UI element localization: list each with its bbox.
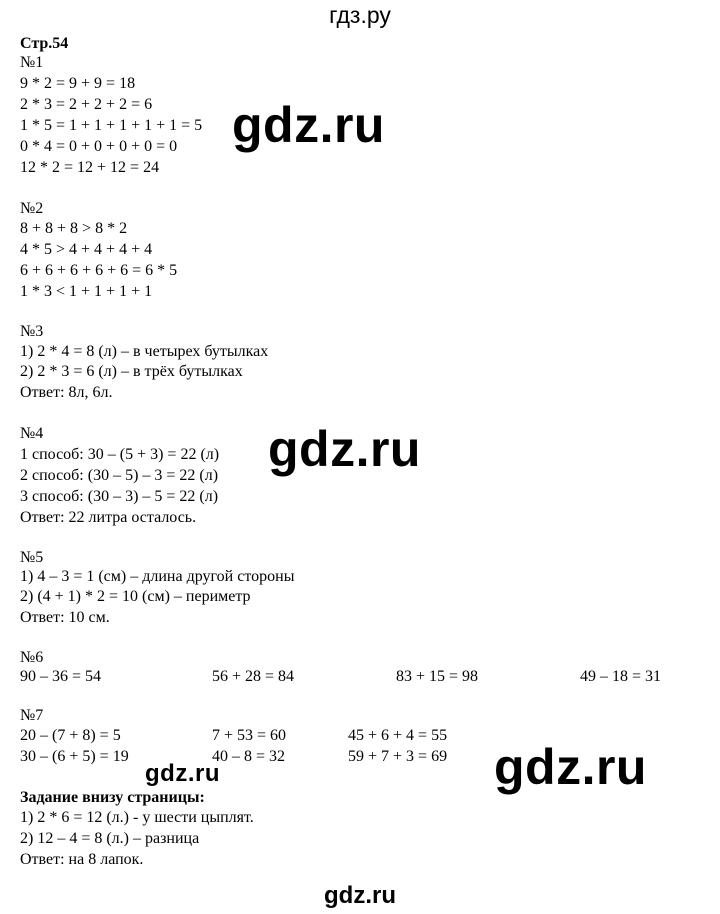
task1-line: 2 * 3 = 2 + 2 + 2 = 6 [20, 96, 153, 113]
task2-line: 4 * 5 > 4 + 4 + 4 + 4 [20, 241, 153, 258]
task7-label: №7 [20, 707, 44, 724]
task1-line: 12 * 2 = 12 + 12 = 24 [20, 159, 160, 176]
task1-line: 0 * 4 = 0 + 0 + 0 + 0 = 0 [20, 138, 178, 155]
task7-item: 59 + 7 + 3 = 69 [348, 748, 448, 765]
task1-line: 9 * 2 = 9 + 9 = 18 [20, 75, 136, 92]
task3-answer: Ответ: 8л, 6л. [20, 384, 113, 401]
bottom-task-line: 1) 2 * 6 = 12 (л.) - у шести цыплят. [20, 809, 254, 826]
task7-item: 45 + 6 + 4 = 55 [348, 727, 448, 744]
task2-line: 8 + 8 + 8 > 8 * 2 [20, 220, 128, 237]
task7-item: 20 – (7 + 8) = 5 [20, 727, 121, 744]
task6-item: 56 + 28 = 84 [212, 668, 295, 685]
watermark: gdz.ru [268, 421, 421, 477]
task2-line: 6 + 6 + 6 + 6 + 6 = 6 * 5 [20, 262, 178, 279]
task3-label: №3 [20, 323, 44, 340]
site-header: гдз.ру [329, 2, 391, 28]
task7-item: 30 – (6 + 5) = 19 [20, 748, 129, 765]
task5-label: №5 [20, 549, 44, 566]
task6-label: №6 [20, 649, 44, 666]
bottom-task-title: Задание внизу страницы: [20, 789, 205, 806]
site-footer: gdz.ru [324, 882, 396, 909]
watermark: gdz.ru [494, 739, 647, 795]
task6-item: 49 – 18 = 31 [580, 668, 662, 685]
task5-line: 2) (4 + 1) * 2 = 10 (см) – периметр [20, 588, 251, 605]
task3-line: 2) 2 * 3 = 6 (л) – в трёх бутылках [20, 363, 243, 380]
task5-line: 1) 4 – 3 = 1 (см) – длина другой стороны [20, 568, 295, 585]
task5-answer: Ответ: 10 см. [20, 609, 110, 626]
task7-item: 7 + 53 = 60 [212, 727, 287, 744]
task2-line: 1 * 3 < 1 + 1 + 1 + 1 [20, 283, 153, 300]
task3-line: 1) 2 * 4 = 8 (л) – в четырех бутылках [20, 343, 269, 360]
watermark: gdz.ru [232, 97, 385, 153]
task4-label: №4 [20, 425, 44, 442]
task6-item: 90 – 36 = 54 [20, 668, 102, 685]
task4-line: 1 способ: 30 – (5 + 3) = 22 (л) [20, 446, 220, 463]
task4-answer: Ответ: 22 литра осталось. [20, 509, 197, 526]
page-title: Стр.54 [20, 35, 69, 52]
task4-line: 3 способ: (30 – 3) – 5 = 22 (л) [20, 488, 219, 505]
bottom-task-line: 2) 12 – 4 = 8 (л.) – разница [20, 830, 200, 847]
task2-label: №2 [20, 200, 44, 217]
task6-item: 83 + 15 = 98 [396, 668, 479, 685]
bottom-task-answer: Ответ: на 8 лапок. [20, 851, 144, 868]
task1-label: №1 [20, 54, 44, 71]
watermark: gdz.ru [145, 760, 220, 787]
task4-line: 2 способ: (30 – 5) – 3 = 22 (л) [20, 467, 219, 484]
task1-line: 1 * 5 = 1 + 1 + 1 + 1 + 1 = 5 [20, 117, 203, 134]
task7-item: 40 – 8 = 32 [212, 748, 286, 765]
